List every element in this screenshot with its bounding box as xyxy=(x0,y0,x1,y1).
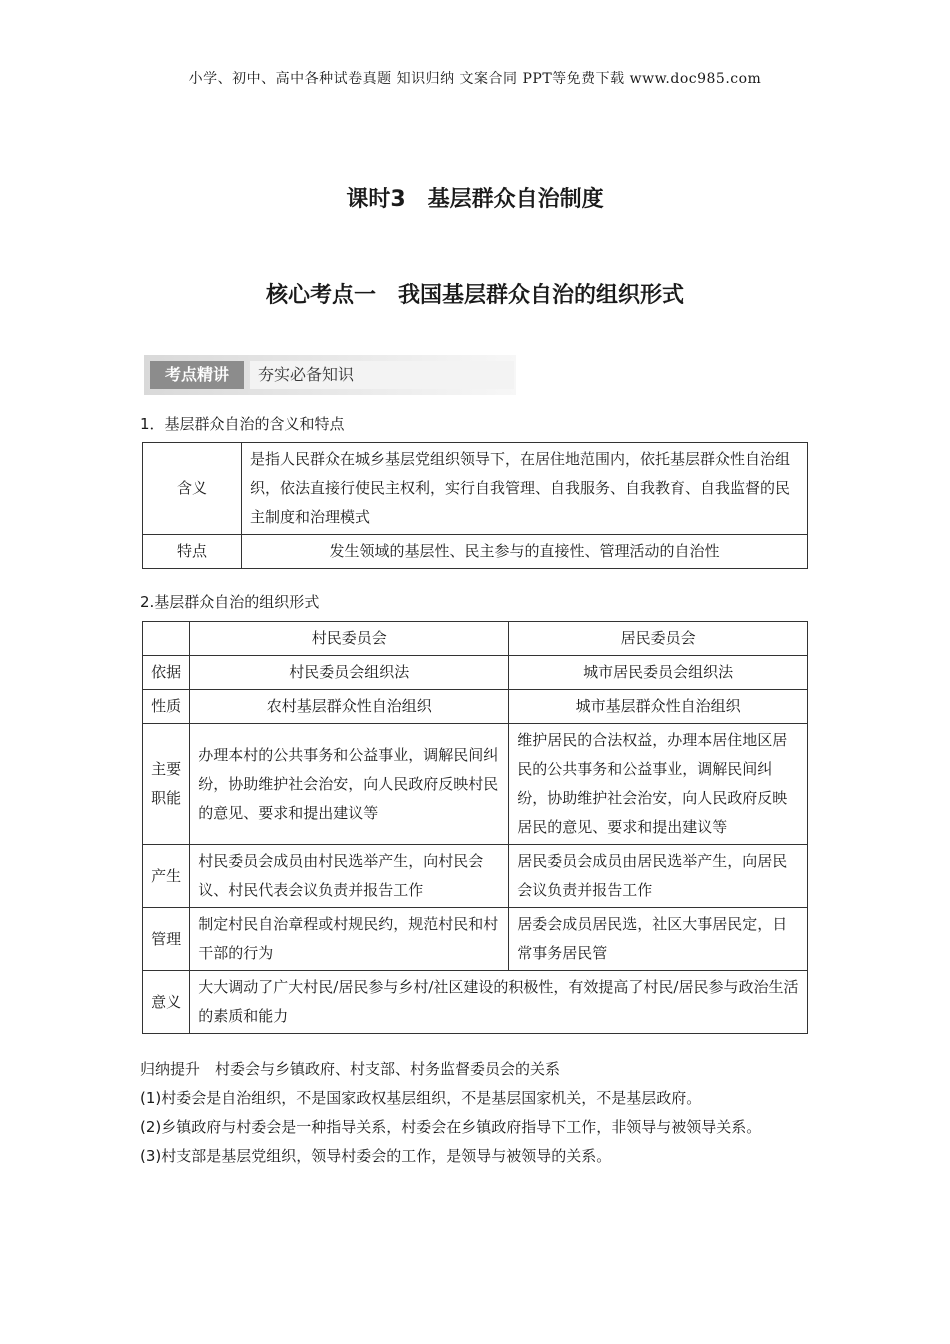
table-row xyxy=(143,971,808,1034)
row-label: 性质 xyxy=(143,690,190,724)
lesson-title: 课时3 基层群众自治制度 xyxy=(346,187,604,212)
knowledge-banner xyxy=(144,355,516,395)
table-row xyxy=(143,724,808,845)
cell-village: 村民委员会组织法 xyxy=(190,656,509,690)
summary-item: (2)乡镇政府与村委会是一种指导关系，村委会在乡镇政府指导下工作，非领导与被领导关系。 xyxy=(140,1118,762,1136)
table-row xyxy=(143,908,808,971)
row-label: 管理 xyxy=(143,908,190,971)
meaning-features-table xyxy=(142,442,808,569)
page-header: 小学、初中、高中各种试卷真题 知识归纳 文案合同 PPT等免费下载 www.doc985.com xyxy=(188,71,762,87)
row-label: 意义 xyxy=(143,971,190,1034)
cell-resident: 维护居民的合法权益，办理本居住地区居民的公共事务和公益事业，调解民间纠纷，协助维护社会治安，向人民政府反映居民的意见、要求和提出建议等 xyxy=(509,724,808,845)
row-label: 依据 xyxy=(143,656,190,690)
cell-resident: 城市基层群众性自治组织 xyxy=(509,690,808,724)
banner-tag-primary: 考点精讲 xyxy=(150,361,244,389)
table-row xyxy=(143,690,808,724)
section-title: 核心考点一 我国基层群众自治的组织形式 xyxy=(265,283,684,308)
summary-title: 归纳提升 村委会与乡镇政府、村支部、村务监督委员会的关系 xyxy=(140,1060,561,1078)
summary-item: (1)村委会是自治组织，不是国家政权基层组织，不是基层国家机关，不是基层政府。 xyxy=(140,1089,702,1107)
section1-heading: 1．基层群众自治的含义和特点 xyxy=(140,415,345,433)
section2-heading: 2.基层群众自治的组织形式 xyxy=(140,593,320,611)
table-row xyxy=(143,656,808,690)
table-header-row xyxy=(143,622,808,656)
summary-item: (3)村支部是基层党组织，领导村委会的工作，是领导与被领导的关系。 xyxy=(140,1147,612,1165)
row-label: 特点 xyxy=(143,535,242,569)
row-label: 主要职能 xyxy=(143,724,190,845)
table-row xyxy=(143,535,808,569)
row-label: 产生 xyxy=(143,845,190,908)
organization-forms-table xyxy=(142,621,808,1034)
cell-village: 办理本村的公共事务和公益事业，调解民间纠纷，协助维护社会治安，向人民政府反映村民的意见、要求和提出建议等 xyxy=(190,724,509,845)
column-header: 居民委员会 xyxy=(509,622,808,656)
row-text: 发生领域的基层性、民主参与的直接性、管理活动的自治性 xyxy=(242,535,808,569)
row-text: 是指人民群众在城乡基层党组织领导下，在居住地范围内，依托基层群众性自治组织，依法直接行使民主权利，实行自我管理、自我服务、自我教育、自我监督的民主制度和治理模式 xyxy=(242,443,808,535)
meaning-cell: 大大调动了广大村民/居民参与乡村/社区建设的积极性，有效提高了村民/居民参与政治生活的素质和能力 xyxy=(190,971,808,1034)
cell-resident: 居委会成员居民选，社区大事居民定，日常事务居民管 xyxy=(509,908,808,971)
banner-tag-secondary: 夯实必备知识 xyxy=(250,361,514,389)
row-label: 含义 xyxy=(143,443,242,535)
cell-village: 农村基层群众性自治组织 xyxy=(190,690,509,724)
table-row xyxy=(143,845,808,908)
cell-resident: 居民委员会成员由居民选举产生，向居民会议负责并报告工作 xyxy=(509,845,808,908)
column-header: 村民委员会 xyxy=(190,622,509,656)
cell-village: 村民委员会成员由村民选举产生，向村民会议、村民代表会议负责并报告工作 xyxy=(190,845,509,908)
cell-village: 制定村民自治章程或村规民约，规范村民和村干部的行为 xyxy=(190,908,509,971)
cell-resident: 城市居民委员会组织法 xyxy=(509,656,808,690)
table-row xyxy=(143,443,808,535)
summary-block xyxy=(140,1055,812,1171)
corner-cell xyxy=(143,622,190,656)
